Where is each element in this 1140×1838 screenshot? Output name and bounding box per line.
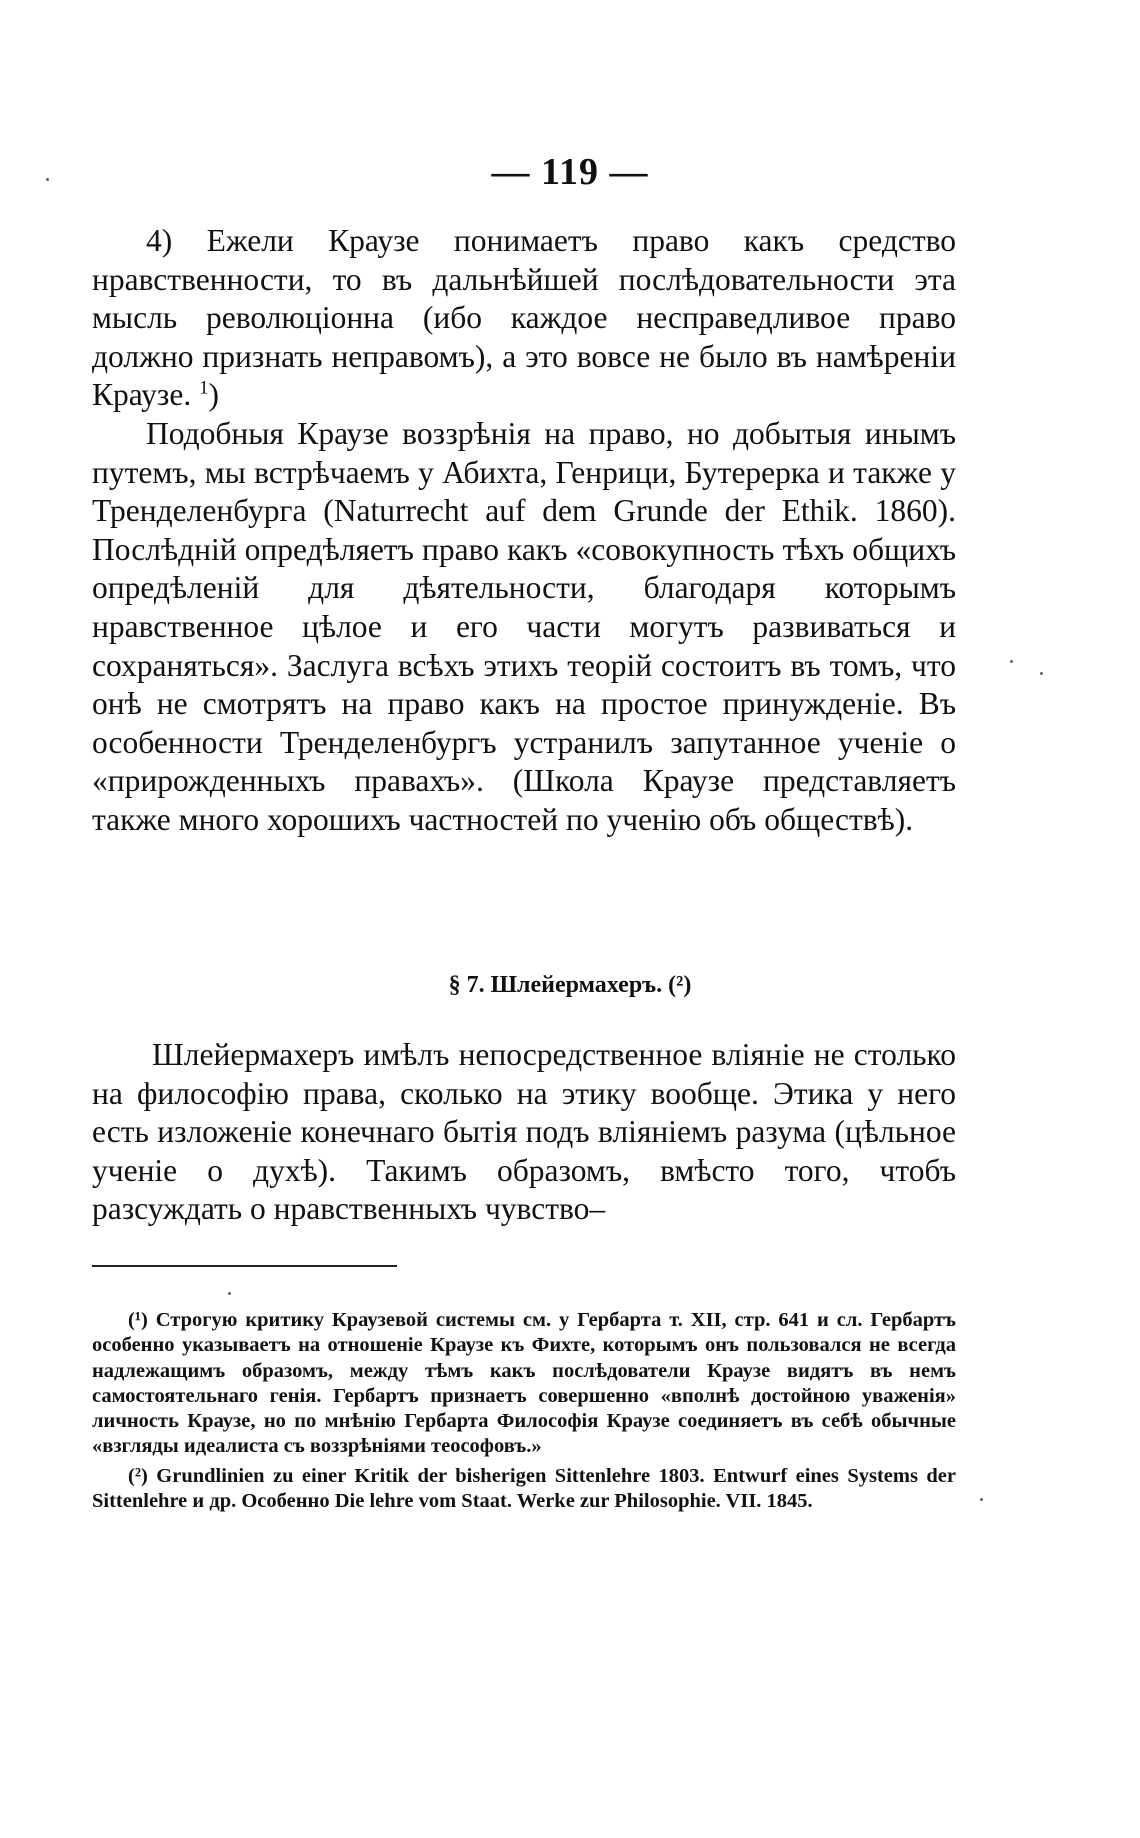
footnote-mark: (²) bbox=[128, 1464, 148, 1487]
speck bbox=[46, 178, 49, 181]
footnote-ref: 1 bbox=[199, 377, 209, 399]
speck bbox=[1010, 660, 1013, 663]
paragraph-krause-law bbox=[92, 222, 956, 415]
footnote-1 bbox=[92, 1308, 956, 1460]
paragraph-trendelenburg: Подобныя Краузе воззрѣнія на право, но добытыя инымъ путемъ, мы встрѣчаемъ у Абихта, Генрици, Бутерерка и также у Тренделенбурга (Naturrecht auf dem Grunde der Ethik. 1860). Послѣдній опредѣляетъ право какъ «совокупность тѣхъ общихъ опредѣленій для дѣятельности, благодаря которымъ нравственное цѣлое и его части могутъ развиваться и сохраняться». Заслуга всѣхъ этихъ теорій состоитъ въ томъ, что онѣ не смотрятъ на право какъ на простое принужденіе. Въ особенности Тренделенбургъ устранилъ запутанное ученіе о «прирожденныхъ правахъ». (Школа Краузе представляетъ также много хорошихъ частностей по ученію объ обществѣ). bbox=[92, 415, 956, 837]
main-text-lower bbox=[92, 1036, 956, 1229]
section-heading: § 7. Шлейермахеръ. (²) bbox=[448, 972, 692, 998]
speck bbox=[980, 1498, 983, 1501]
footnote-text: Grundlinien zu einer Kritik der bisherigen Sittenlehre 1803. Entwurf eines Systems der Sittenlehre и др. Особенно Die lehre vom Staat. Werke zur Philosophie. VII. 1845. bbox=[92, 1464, 957, 1513]
speck bbox=[228, 1292, 231, 1295]
speck bbox=[1040, 672, 1043, 675]
footnote-mark: (¹) bbox=[128, 1309, 148, 1331]
main-text-upper bbox=[92, 222, 956, 840]
paragraph-tail: ) bbox=[208, 377, 220, 413]
paragraph-schleiermacher: Шлейермахеръ имѣлъ непосредственное вліяніе не столько на философію права, сколько на этику вообще. Этика у него есть изложеніе конечнаго бытія подъ вліяніемъ разума (цѣльное ученіе о духѣ). Такимъ образомъ, вмѣсто того, чтобъ разсуждать о нравственныхъ чувство– bbox=[92, 1037, 956, 1227]
footnote-2 bbox=[92, 1464, 956, 1515]
footnotes bbox=[92, 1308, 956, 1518]
page-number: — 119 — bbox=[491, 151, 649, 193]
footnote-separator bbox=[92, 1265, 397, 1267]
footnote-text: Строгую критику Краузевой системы см. у Гербарта т. XII, стр. 641 и сл. Гербартъ особенно указываетъ на отношеніе Краузе къ Фихте, которымъ онъ пользовался не всегда надлежащимъ образомъ, между тѣмъ какъ послѣдователи Краузе видятъ въ немъ самостоятельнаго генія. Гербартъ признаетъ совершенно «вполнѣ достойною уваженія» личность Краузе, но по мнѣнію Гербарта Философія Краузе соединяетъ въ себѣ обычные «взгляды идеалиста съ воззрѣніями теософовъ.» bbox=[92, 1309, 956, 1458]
paragraph-text: 4) Ежели Краузе понимаетъ право какъ средство нравственности, то въ дальнѣйшей послѣдовательности эта мысль революціонна (ибо каждое несправедливое право должно признать неправомъ), а это вовсе не было въ намѣреніи Краузе. bbox=[92, 223, 956, 413]
